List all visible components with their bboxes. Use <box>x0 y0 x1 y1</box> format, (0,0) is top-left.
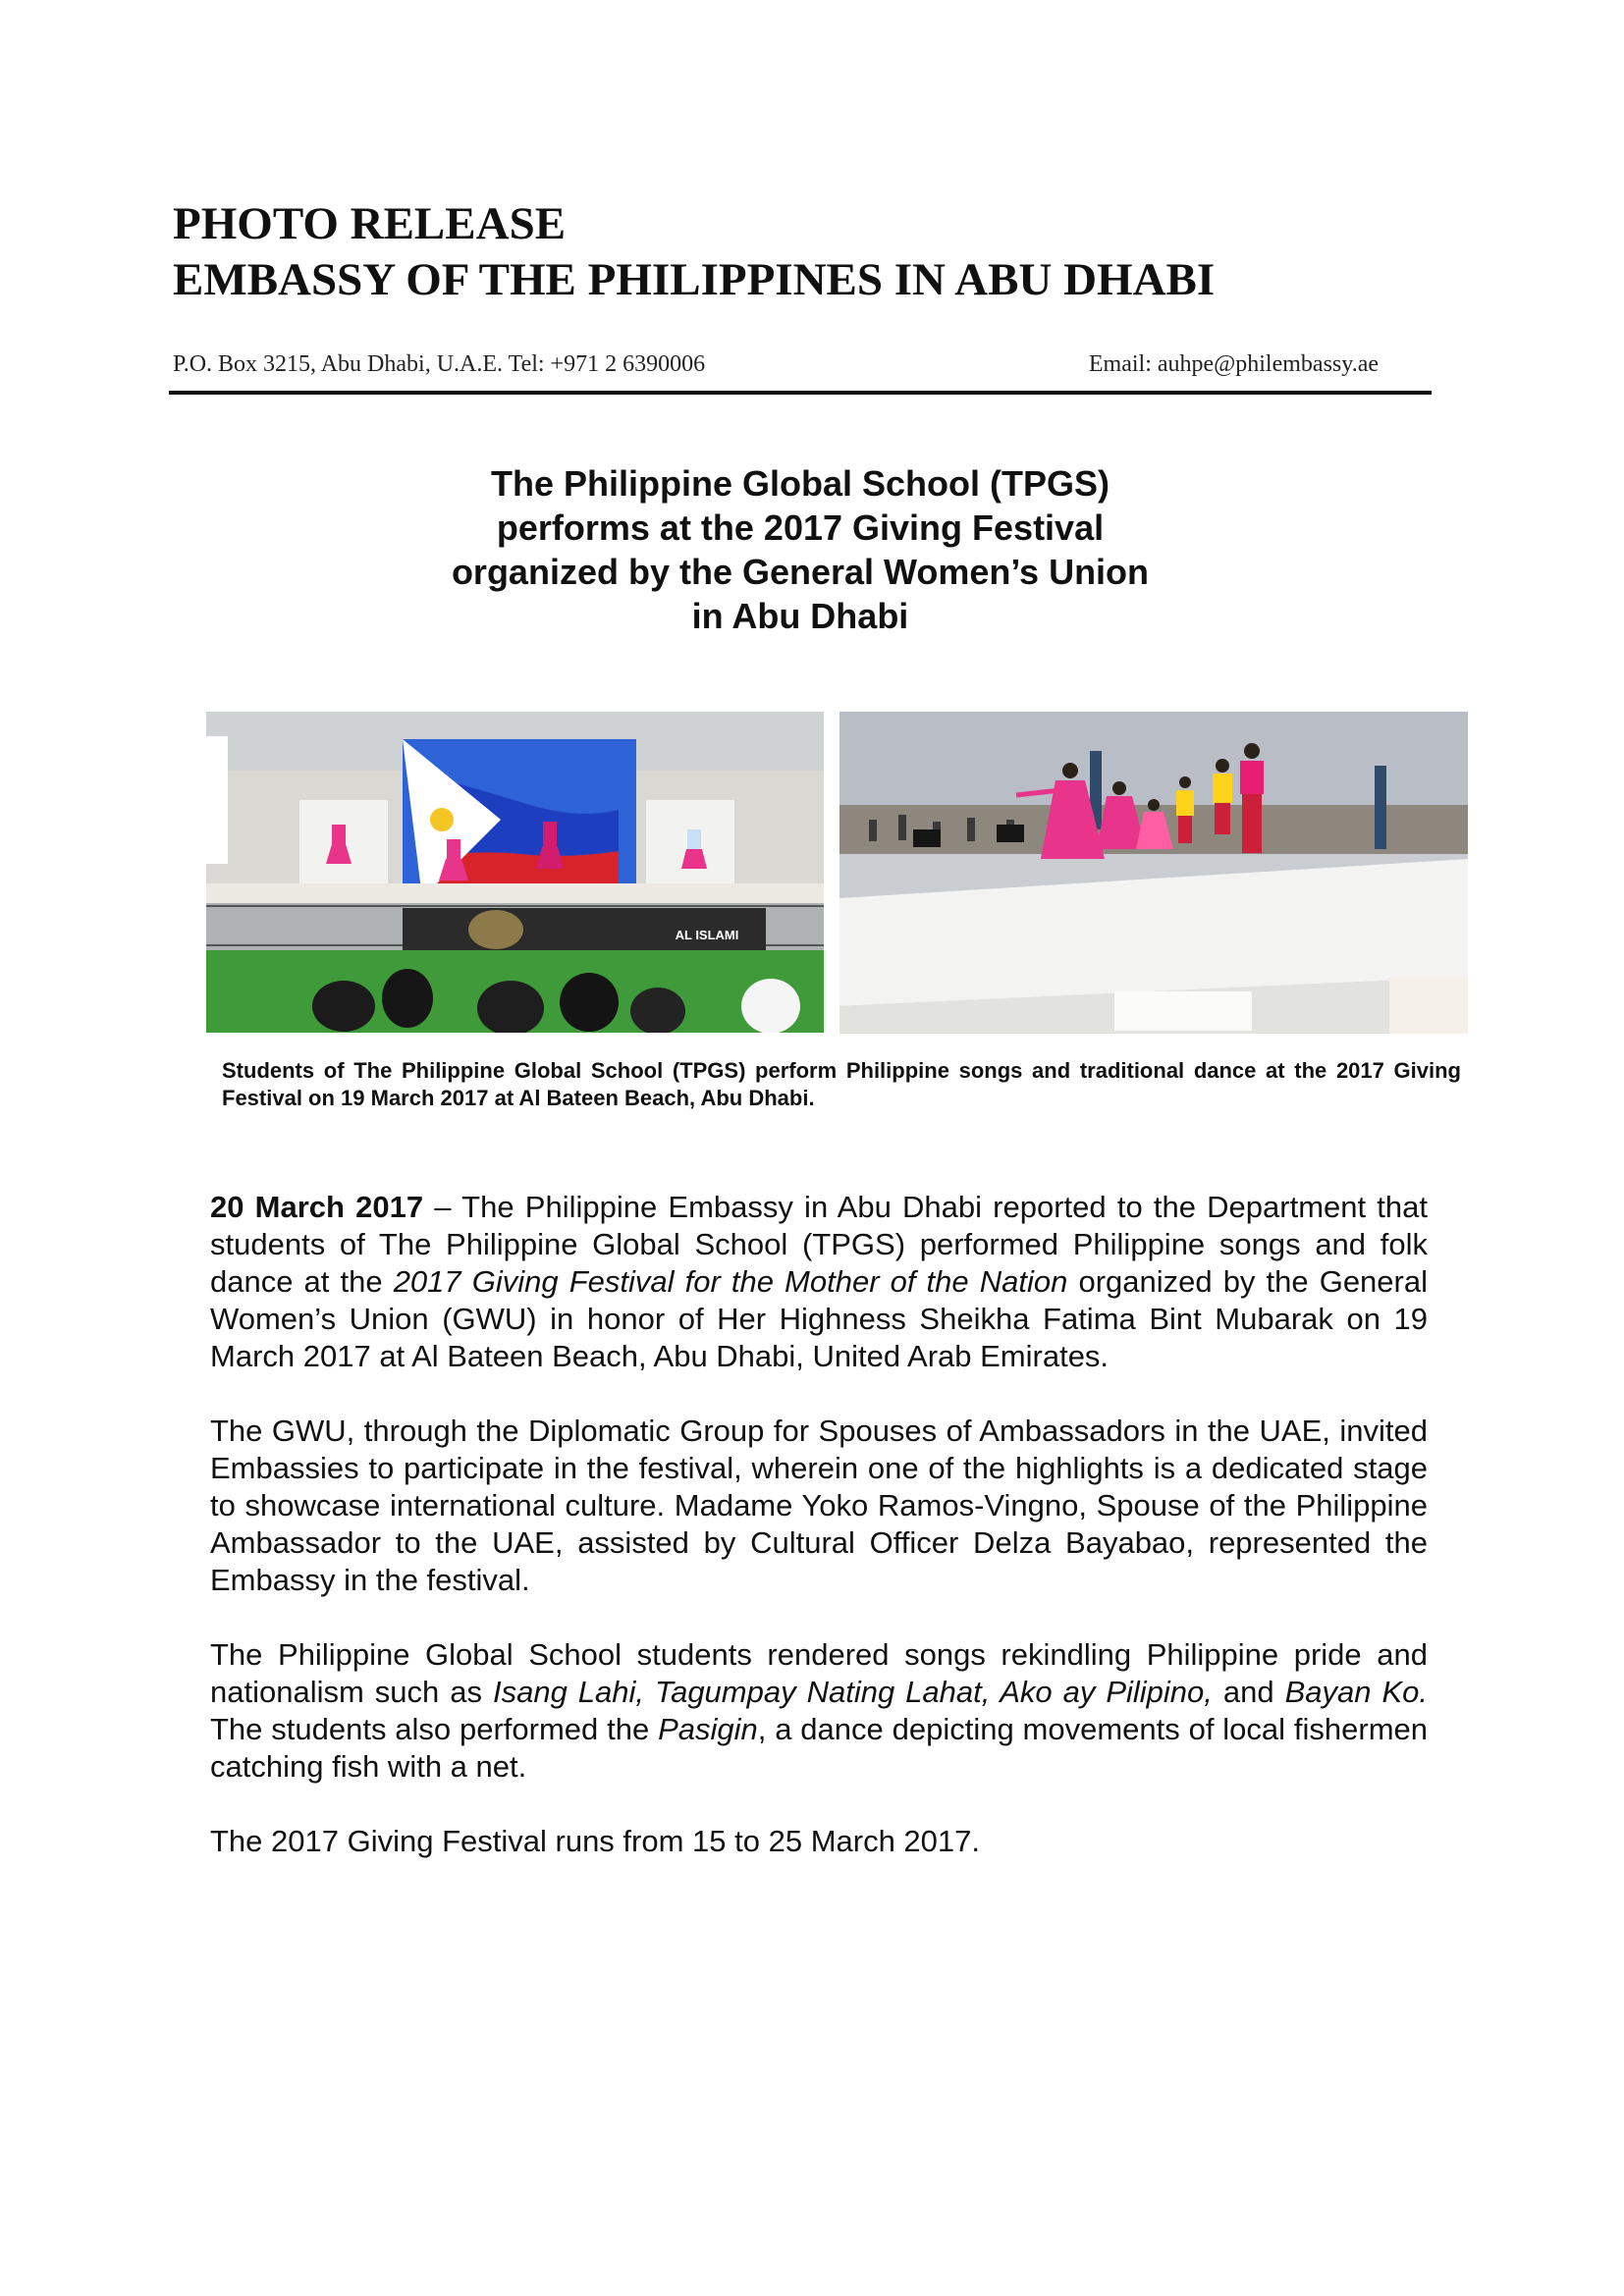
photo-caption: Students of The Philippine Global School (TPGS) perform Philippine songs and traditional dance at the 2017 Giving Festival on 19 March 2017 at Al Bateen Beach, Abu Dhabi. <box>222 1058 1461 1110</box>
headline-line-2: performs at the 2017 Giving Festival <box>496 507 1105 548</box>
photo-stage-flag-image <box>206 712 824 1033</box>
paragraph-1-text-b: organized by the General Women’s Union (GWU) in honor of Her Highness Sheikha Fatima Bint Mubarak on 19 March 2017 at Al Bateen Beach, Abu Dhabi, United Arab Emirates. <box>210 1264 1428 1373</box>
letterhead-line-2: EMBASSY OF THE PHILIPPINES IN ABU DHABI <box>173 254 1216 305</box>
article-body <box>210 1189 1428 1897</box>
song-list: Isang Lahi, Tagumpay Nating Lahat, Ako ay Pilipino, <box>492 1675 1213 1709</box>
headline-line-3: organized by the General Women’s Union <box>451 552 1150 592</box>
letterhead-rule <box>169 391 1432 395</box>
festival-name: 2017 Giving Festival for the Mother of the Nation <box>393 1264 1068 1299</box>
letterhead-title <box>173 196 1215 308</box>
photo-dance-stage <box>839 712 1468 1034</box>
paragraph-3-text-a: The Philippine Global School students rendered songs rekindling Philippine pride and nationalism such as <box>210 1637 1428 1709</box>
headline-line-1: The Philippine Global School (TPGS) <box>490 463 1110 504</box>
letterhead-contact <box>173 351 1379 378</box>
paragraph-2: The GWU, through the Diplomatic Group for Spouses of Ambassadors in the UAE, invited Embassies to participate in the festival, wherein one of the highlights is a dedicated stage to showcase international culture. Madame Yoko Ramos-Vingno, Spouse of the Philippine Ambassador to the UAE, assisted by Cultural Officer Delza Bayabao, represented the Embassy in the festival. <box>210 1414 1428 1597</box>
dance-name: Pasigin <box>658 1712 758 1746</box>
paragraph-4: The 2017 Giving Festival runs from 15 to 25 March 2017. <box>210 1824 981 1858</box>
paragraph-3 <box>210 1636 1428 1786</box>
paragraph-3-text-d: , a dance depicting movements of local fishermen catching fish with a net. <box>210 1712 1429 1784</box>
letterhead-address: P.O. Box 3215, Abu Dhabi, U.A.E. Tel: +971 2 6390006 <box>173 351 706 377</box>
paragraph-3-text-c: The students also performed the <box>210 1712 659 1746</box>
headline <box>324 461 1276 638</box>
letterhead-line-1: PHOTO RELEASE <box>173 198 567 249</box>
letterhead-email: Email: auhpe@philembassy.ae <box>1088 351 1379 377</box>
photo-stage-flag <box>206 712 824 1033</box>
paragraph-3-text-b: and <box>1212 1675 1285 1709</box>
dateline: 20 March 2017 <box>210 1190 424 1224</box>
sponsor-text: AL ISLAMI <box>675 928 739 942</box>
headline-line-4: in Abu Dhabi <box>691 596 909 636</box>
paragraph-1-text-a: – The Philippine Embassy in Abu Dhabi reported to the Department that students of The Philippine Global School (TPGS) performed Philippine songs and folk dance at the <box>210 1190 1428 1299</box>
song-last: Bayan Ko. <box>1284 1675 1428 1709</box>
photo-dance-stage-image <box>839 712 1468 1034</box>
paragraph-1 <box>210 1189 1428 1375</box>
